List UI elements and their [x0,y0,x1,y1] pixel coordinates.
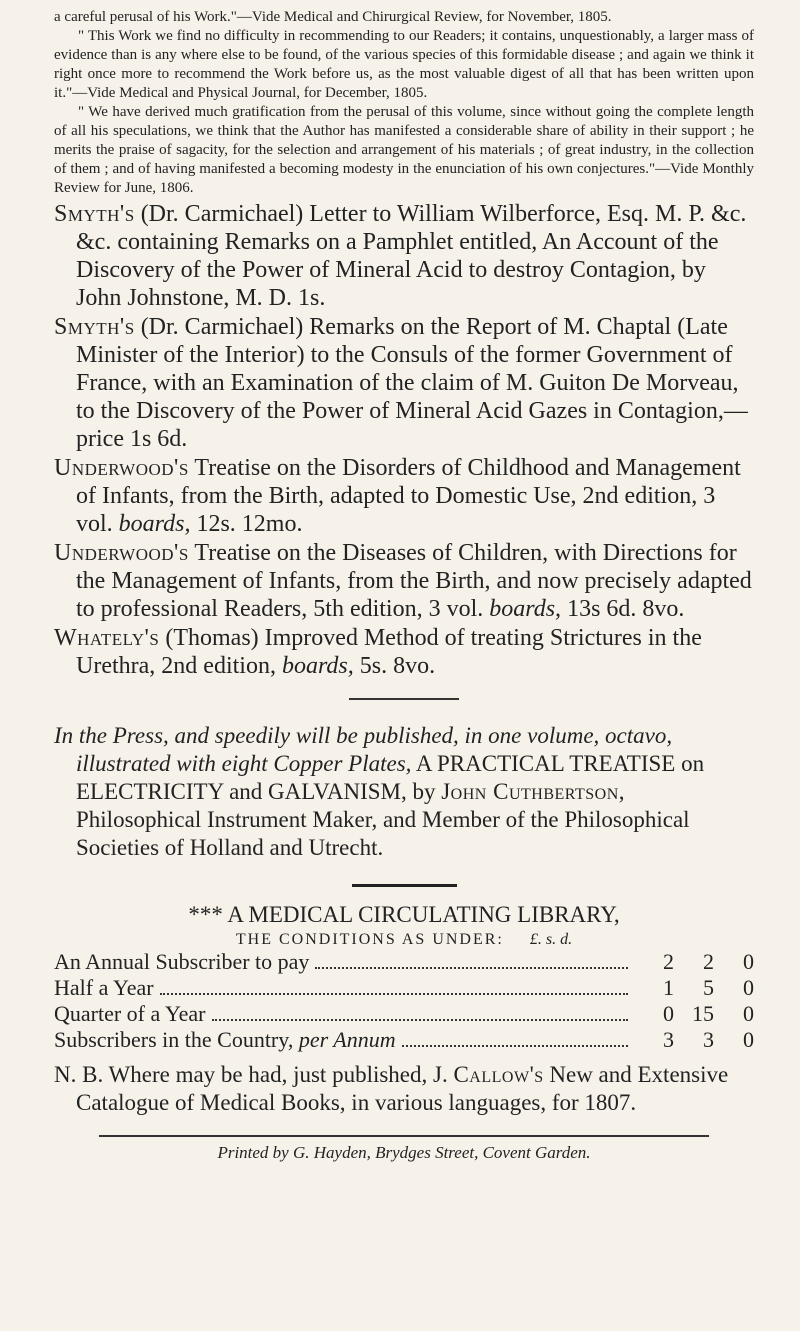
fee-label: Subscribers in the Country, per Annum [54,1027,396,1052]
fee-pounds: 1 [663,975,674,1000]
fee-shillings: 2 [703,949,714,974]
fee-shillings: 3 [703,1027,714,1052]
circulating-library [54,901,754,1117]
leader-dots [315,967,628,969]
note-lead: N. B. Where may be had, just published, J. [54,1062,448,1087]
book-author: Whately's [54,625,160,651]
book-description: (Thomas) Improved Method of treating Strictures in the Urethra, 2nd edition, [76,625,702,679]
currency-header: £. s. d. [529,931,573,948]
book-description: (Dr. Carmichael) Letter to William Wilberforce, Esq. M. P. &c. &c. containing Remarks on a Pamphlet entitled, An Account of the Discovery of the Power of Mineral Acid to destroy Contagion, by John Johnstone, M. D. 1s. [76,201,747,311]
book-author: Underwood's [54,540,189,566]
catalogue-note [54,1061,754,1117]
leader-dots [160,993,628,995]
book-price: 5s. 8vo. [359,653,436,679]
press-author: John Cuthbertson, [441,779,626,804]
press-author-details: Philosophical Instrument Maker, and Member of the Philosophical Societies of Holland and Utrecht. [76,807,690,860]
book-binding: boards, [118,511,191,537]
conditions-label: THE CONDITIONS AS UNDER: [235,931,504,948]
book-binding: boards, [281,653,354,679]
fee-pounds: 2 [663,949,674,974]
fee-table [54,949,754,1053]
book-description: (Dr. Carmichael) Remarks on the Report of M. Chaptal (Late Minister of the Interior) to the Consuls of the former Government of France, with an Examination of the claim of M. Guiton De Morveau, to the Discovery of the Power of Mineral Acid Gazes in Contagion,—price 1s 6d. [76,314,748,452]
book-price: 13s 6d. 8vo. [567,596,685,622]
fee-row [54,1001,754,1027]
library-heading: *** A MEDICAL CIRCULATING LIBRARY, [188,902,620,927]
fee-pence: 0 [743,975,754,1000]
library-conditions [54,931,754,949]
section-divider [349,698,459,700]
review-excerpt-2: " This Work we find no difficulty in recommending to our Readers; it contains, unquestionably, a larger mass of evidence than is any where else to be found, of the various species of this formidable disease ; and again we think it right once more to recommend the Work before us, as the most valuable digest of all that has been written upon it."—Vide Medical and Physical Journal, for December, 1805. [54,28,754,101]
fee-label: Half a Year [54,975,154,1000]
fee-pence: 0 [743,1001,754,1026]
fee-shillings: 5 [703,975,714,1000]
fee-pounds: 3 [663,1027,674,1052]
fee-pence: 0 [743,949,754,974]
forthcoming-notice [54,722,754,862]
book-price: 12s. 12mo. [196,511,303,537]
fee-label: An Annual Subscriber to pay [54,949,310,974]
note-publisher: Callow's [453,1062,544,1087]
leader-dots [402,1045,628,1047]
book-author: Smyth's [54,314,135,340]
book-entry [54,454,754,538]
book-entry [54,624,754,680]
book-author: Underwood's [54,455,189,481]
book-entry [54,200,754,312]
press-announcement: In the Press, and speedily will be published, in one volume, octavo, illustrated with eight Copper Plates, [54,723,673,776]
review-excerpt-3: " We have derived much gratification from the perusal of this volume, since without going the complete length of all his speculations, we think that the Author has manifested a considerable share of ability in their support ; he merits the praise of sagacity, for the selection and arrangement of his materials ; of great industry, in the collection of them ; and of having manifested a becoming modesty in the enunciation of his own conjectures."—Vide Monthly Review for June, 1806. [54,104,754,196]
footer-rule [99,1135,709,1137]
book-binding: boards, [489,596,562,622]
fee-shillings: 15 [692,1001,714,1026]
press-title: A PRACTICAL TREATISE on ELECTRICITY and GALVANISM, by [76,751,705,804]
book-entry [54,539,754,623]
book-description: Treatise on the Disorders of Childhood and Management of Infants, from the Birth, adapted to Domestic Use, 2nd edition, 3 vol. [76,455,741,537]
fee-row [54,1027,754,1053]
fee-row [54,975,754,1001]
fee-row [54,949,754,975]
fee-pounds: 0 [663,1001,674,1026]
book-entry [54,313,754,453]
book-list [54,200,754,680]
leader-dots [212,1019,629,1021]
book-description: Treatise on the Diseases of Children, with Directions for the Management of Infants, from the Birth, and now precisely adapted to professional Readers, 5th edition, 3 vol. [76,540,752,622]
section-divider [352,884,457,887]
review-excerpt-1: a careful perusal of his Work."—Vide Medical and Chirurgical Review, for November, 1805. [54,9,612,25]
book-author: Smyth's [54,201,135,227]
fee-label: Quarter of a Year [54,1001,206,1026]
printer-imprint: Printed by G. Hayden, Brydges Street, Covent Garden. [217,1143,591,1162]
note-rest: New and Extensive Catalogue of Medical Books, in various languages, for 1807. [76,1062,729,1115]
fee-pence: 0 [743,1027,754,1052]
